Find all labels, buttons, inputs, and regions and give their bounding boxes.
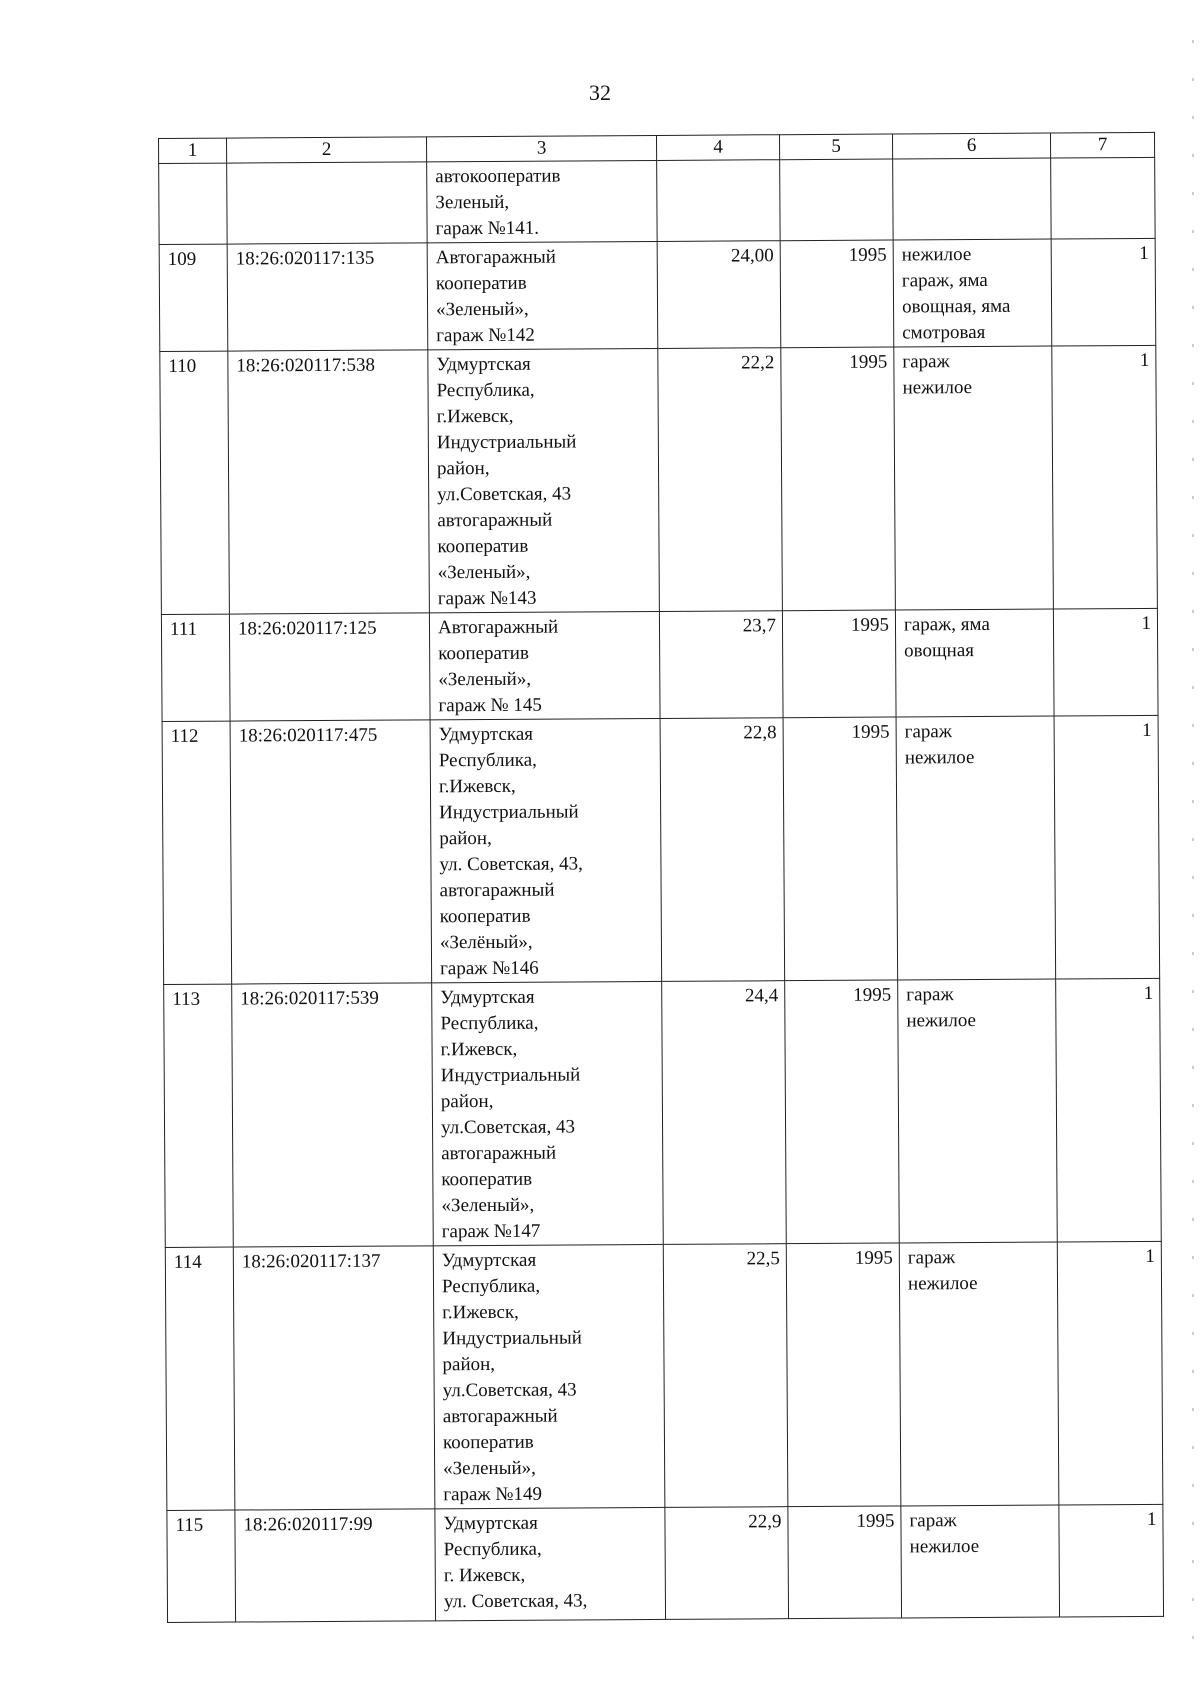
year: 1995 (782, 610, 896, 718)
description: гараж нежилое (901, 1505, 1060, 1618)
address: Удмуртская Республика, г.Ижевск, Индустриальный район, ул. Советская, 43, автогаражный кооператив «Зелёный», гараж №146 (430, 718, 662, 982)
table-row (161, 608, 1158, 721)
description: нежилое гараж, яма овощная, яма смотровая (893, 239, 1052, 347)
description: гараж нежилое (899, 1242, 1059, 1506)
quantity (1051, 157, 1155, 239)
column-header: 4 (656, 135, 779, 161)
area: 22,2 (658, 348, 783, 612)
address: автокооператив Зеленый, гараж №141. (427, 160, 657, 242)
table-row (164, 978, 1162, 1247)
area (657, 160, 780, 242)
quantity: 1 (1054, 715, 1160, 979)
cadastral-number: 18:26:020117:135 (227, 243, 428, 351)
table-row (160, 345, 1158, 614)
column-header: 3 (426, 135, 656, 161)
area: 24,4 (662, 981, 787, 1245)
row-number: 113 (164, 984, 234, 1247)
row-number: 114 (165, 1247, 235, 1510)
year: 1995 (783, 717, 898, 981)
address: Удмуртская Республика, г.Ижевск, Индустриальный район, ул.Советская, 43 автогаражный кооператив «Зеленый», гараж №147 (432, 981, 664, 1245)
quantity: 1 (1059, 1504, 1164, 1617)
table-row (159, 157, 1155, 244)
row-number: 110 (160, 351, 230, 614)
quantity: 1 (1051, 238, 1156, 346)
column-header: 7 (1050, 132, 1154, 158)
area: 22,5 (663, 1244, 788, 1508)
area: 23,7 (659, 611, 783, 719)
table-row (165, 1241, 1163, 1510)
column-header: 6 (892, 133, 1050, 159)
description: гараж нежилое (898, 979, 1058, 1243)
address: Удмуртская Республика, г.Ижевск, Индустриальный район, ул.Советская, 43 автогаражный кооператив «Зеленый», гараж №149 (433, 1244, 665, 1508)
row-number: 112 (162, 721, 232, 984)
description (893, 158, 1051, 240)
address: Удмуртская Республика, г. Ижевск, ул. Советская, 43, (435, 1507, 666, 1620)
quantity: 1 (1056, 978, 1162, 1242)
registry-table (158, 132, 1164, 1623)
address: Удмуртская Республика, г.Ижевск, Индустриальный район, ул.Советская, 43 автогаражный кооператив «Зеленый», гараж №143 (428, 348, 660, 612)
year: 1995 (786, 1243, 901, 1507)
quantity: 1 (1057, 1241, 1163, 1505)
year: 1995 (780, 240, 894, 348)
cadastral-number: 18:26:020117:137 (233, 1246, 435, 1510)
year: 1995 (788, 1506, 902, 1619)
column-header: 2 (227, 137, 427, 163)
description: гараж нежилое (896, 716, 1056, 980)
cadastral-number: 18:26:020117:125 (229, 613, 430, 721)
year: 1995 (785, 980, 900, 1244)
quantity: 1 (1053, 608, 1158, 716)
column-header: 5 (779, 134, 892, 160)
cadastral-number: 18:26:020117:475 (230, 720, 432, 984)
address: Автогаражный кооператив «Зеленый», гараж № 145 (429, 611, 660, 719)
row-number: 109 (159, 244, 228, 351)
cadastral-number (227, 162, 427, 244)
column-header: 1 (159, 138, 227, 163)
area: 22,8 (660, 718, 785, 982)
description: гараж, яма овощная (895, 609, 1054, 717)
cadastral-number: 18:26:020117:538 (228, 350, 430, 614)
year: 1995 (781, 347, 896, 611)
address: Автогаражный кооператив «Зеленый», гараж №142 (427, 241, 658, 349)
description: гараж нежилое (894, 346, 1054, 610)
row-number: 115 (167, 1510, 236, 1622)
year (780, 159, 893, 241)
table-row (162, 715, 1160, 984)
area: 22,9 (665, 1507, 789, 1620)
quantity: 1 (1052, 345, 1158, 609)
row-number: 111 (161, 614, 230, 721)
page-number: 32 (589, 80, 611, 105)
cadastral-number: 18:26:020117:539 (232, 983, 434, 1247)
table-row (167, 1504, 1164, 1622)
cadastral-number: 18:26:020117:99 (235, 1509, 436, 1622)
area: 24,00 (657, 241, 781, 349)
scan-margin-marks (1192, 40, 1194, 1640)
table-row (159, 238, 1156, 351)
row-number (159, 163, 227, 244)
